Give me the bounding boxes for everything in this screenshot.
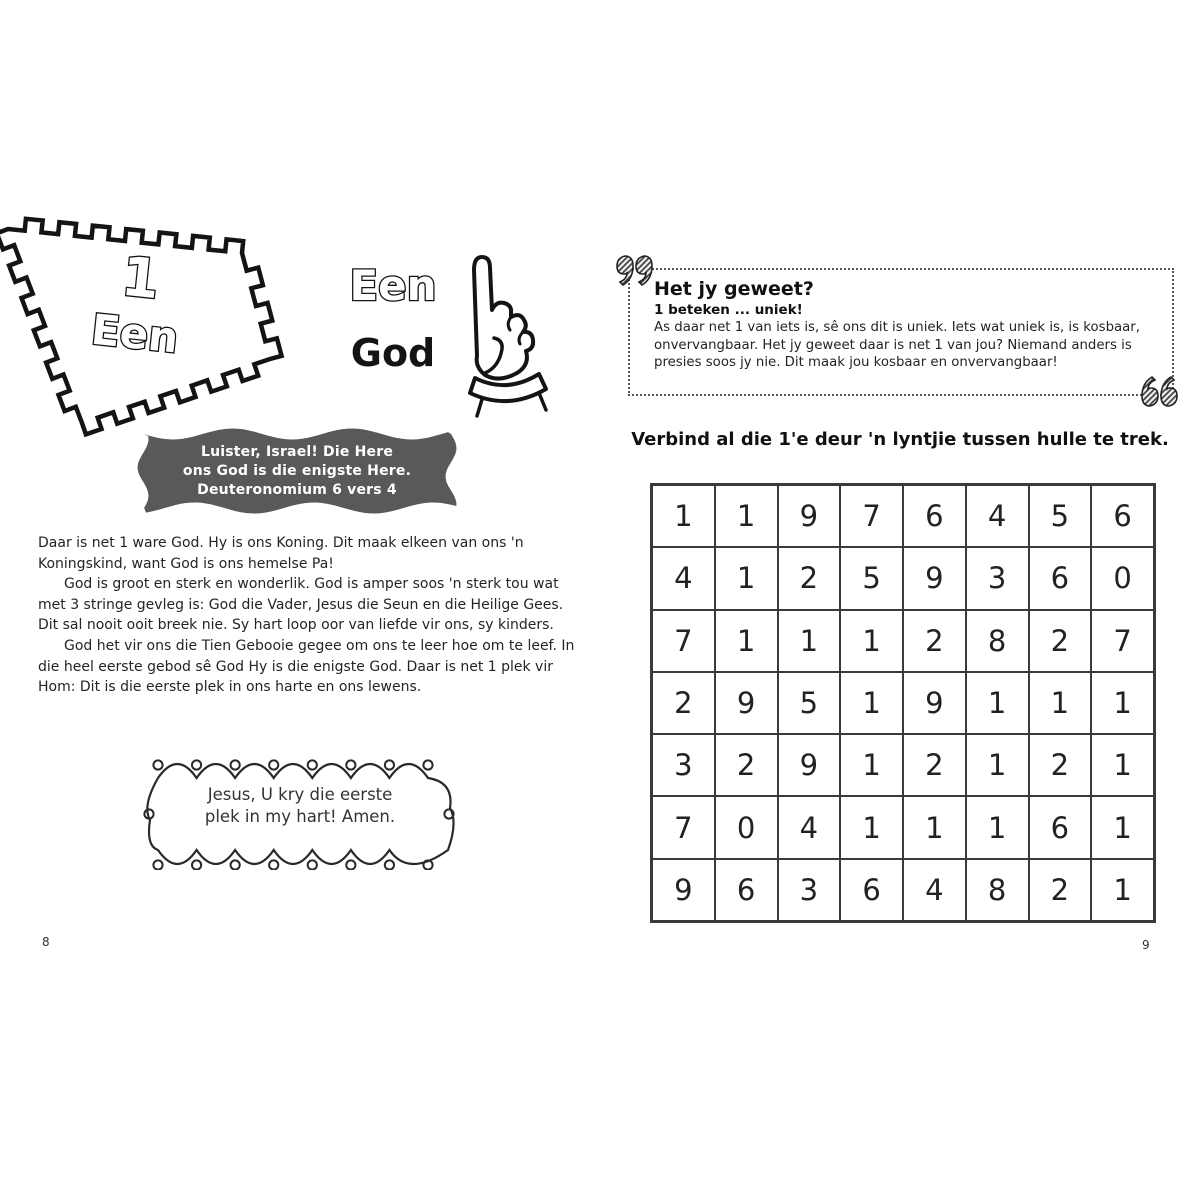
grid-cell: 1	[966, 796, 1029, 858]
grid-cell: 1	[1091, 672, 1154, 734]
grid-cell: 1	[652, 485, 715, 547]
grid-cell: 3	[652, 734, 715, 796]
grid-cell: 1	[1091, 734, 1154, 796]
grid-cell: 7	[840, 485, 903, 547]
prayer-line-2: plek in my hart! Amen.	[204, 807, 396, 826]
number-grid	[650, 483, 1156, 923]
headline-een: Een	[349, 261, 437, 310]
grid-cell: 6	[1029, 796, 1092, 858]
grid-cell: 3	[966, 547, 1029, 609]
grid-cell: 5	[778, 672, 841, 734]
headline-een-god	[334, 258, 452, 382]
grid-cell: 6	[715, 859, 778, 921]
grid-cell: 7	[1091, 610, 1154, 672]
grid-cell: 1	[840, 734, 903, 796]
fact-title: Het jy geweet?	[654, 278, 814, 300]
grid-cell: 5	[840, 547, 903, 609]
paragraph: Daar is net 1 ware God. Hy is ons Koning. Dit maak elkeen van ons 'n Koningskind, want God is ons hemelse Pa!	[38, 535, 524, 572]
grid-cell: 2	[652, 672, 715, 734]
grid-cell: 0	[1091, 547, 1154, 609]
grid-cell: 9	[778, 485, 841, 547]
prayer-bubble	[138, 758, 462, 870]
puzzle-stamp	[0, 213, 296, 441]
grid-cell: 7	[652, 796, 715, 858]
stamp-number: 1	[118, 244, 163, 312]
grid-cell: 9	[715, 672, 778, 734]
paragraph: God het vir ons die Tien Gebooie gegee om ons te leer hoe om te leef. In die heel eerste gebod sê God Hy is die enigste God. Daar is net 1 plek vir Hom: Dit is die eerste plek in ons harte en ons lewens.	[38, 637, 575, 696]
grid-cell: 1	[1091, 796, 1154, 858]
grid-cell: 1	[840, 610, 903, 672]
grid-cell: 2	[903, 610, 966, 672]
prayer-line-1: Jesus, U kry die eerste	[207, 785, 393, 804]
grid-cell: 1	[966, 734, 1029, 796]
grid-cell: 2	[903, 734, 966, 796]
verse-banner	[136, 427, 458, 515]
grid-cell: 1	[903, 796, 966, 858]
grid-cell: 9	[903, 672, 966, 734]
fact-subtitle: 1 beteken ... uniek!	[654, 302, 803, 318]
grid-cell: 6	[1091, 485, 1154, 547]
open-quote-icon	[614, 252, 656, 286]
page-number-left: 8	[42, 935, 50, 949]
grid-cell: 4	[966, 485, 1029, 547]
grid-cell: 6	[903, 485, 966, 547]
grid-cell: 9	[903, 547, 966, 609]
grid-cell: 6	[1029, 547, 1092, 609]
grid-cell: 4	[903, 859, 966, 921]
grid-cell: 2	[778, 547, 841, 609]
banner-line-3: Deuteronomium 6 vers 4	[197, 481, 397, 498]
grid-cell: 1	[778, 610, 841, 672]
grid-cell: 2	[1029, 859, 1092, 921]
fact-box	[628, 268, 1174, 396]
paragraph: God is groot en sterk en wonderlik. God is amper soos 'n sterk tou wat met 3 stringe gevleg is: God die Vader, Jesus die Seun en die Heilige Gees. Dit sal nooit ooit breek nie. Sy hart loop oor van liefde vir ons, sy kinders.	[38, 576, 564, 634]
banner-line-2: ons God is die enigste Here.	[182, 462, 412, 479]
grid-cell: 0	[715, 796, 778, 858]
grid-cell: 1	[840, 796, 903, 858]
headline-god: God	[350, 331, 436, 375]
body-paragraphs	[38, 533, 576, 698]
page-number-right: 9	[1142, 938, 1150, 952]
grid-cell: 1	[966, 672, 1029, 734]
fact-body: As daar net 1 van iets is, sê ons dit is uniek. Iets wat uniek is, is kosbaar, onvervangbaar. Het jy geweet daar is net 1 van jou? Niemand anders is presies soos jy nie. Dit maak jou kosbaar en onvervangbaar!	[654, 320, 1140, 371]
grid-cell: 8	[966, 859, 1029, 921]
grid-cell: 7	[652, 610, 715, 672]
grid-cell: 2	[1029, 734, 1092, 796]
grid-cell: 1	[1091, 859, 1154, 921]
grid-cell: 2	[715, 734, 778, 796]
grid-cell: 4	[778, 796, 841, 858]
grid-cell: 9	[652, 859, 715, 921]
grid-cell: 2	[1029, 610, 1092, 672]
grid-cell: 8	[966, 610, 1029, 672]
right-page	[600, 0, 1200, 1200]
pointing-finger-icon	[443, 246, 549, 418]
grid-cell: 9	[778, 734, 841, 796]
grid-cell: 5	[1029, 485, 1092, 547]
grid-cell: 4	[652, 547, 715, 609]
grid-cell: 1	[715, 610, 778, 672]
grid-cell: 6	[840, 859, 903, 921]
grid-cell: 1	[1029, 672, 1092, 734]
stamp-word: Een	[88, 304, 181, 363]
grid-cell: 1	[840, 672, 903, 734]
grid-cell: 1	[715, 547, 778, 609]
close-quote-icon	[1138, 376, 1180, 410]
grid-cell: 1	[715, 485, 778, 547]
banner-line-1: Luister, Israel! Die Here	[200, 443, 394, 460]
activity-instruction: Verbind al die 1'e deur 'n lyntjie tussen hulle te trek.	[631, 429, 1169, 450]
grid-cell: 3	[778, 859, 841, 921]
